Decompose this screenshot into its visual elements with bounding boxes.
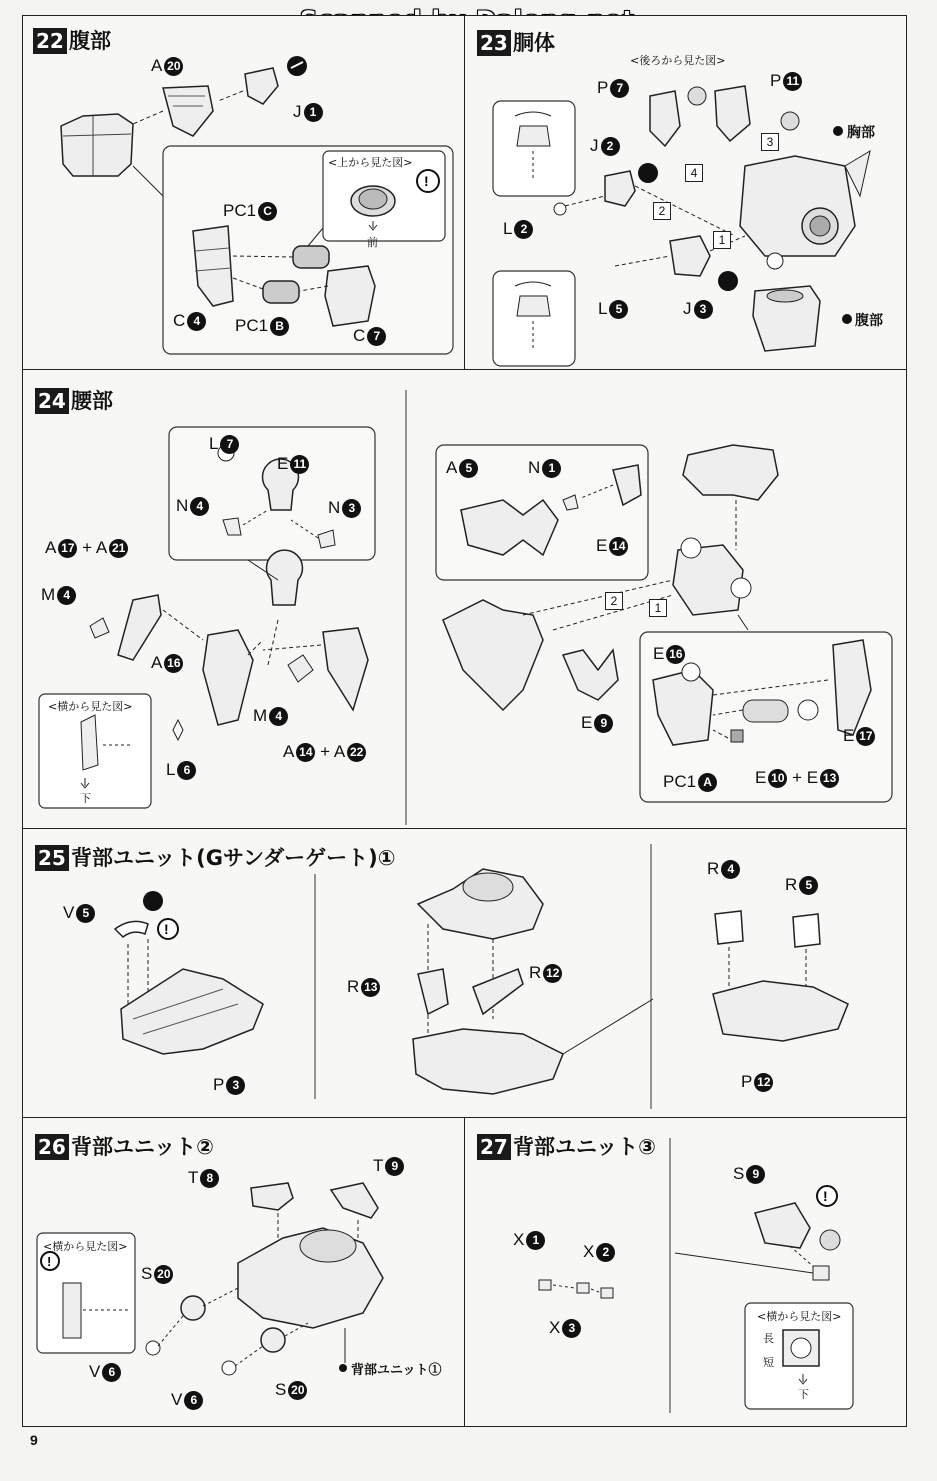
label-s9-letter: S [733,1164,745,1183]
label-pc1b-num: B [270,317,289,336]
step-27-illustration [465,1118,908,1428]
view-caption-top: <上から見た図> [328,156,413,169]
label-v6-num: 6 [102,1363,121,1382]
svg-text:!: ! [164,921,169,937]
label-p12-letter: P [741,1072,753,1091]
label-e17 [843,726,875,746]
label-m4b-letter: M [253,706,268,725]
label-j2-letter: J [590,136,599,155]
step-27-title: 背部ユニット③ [513,1135,656,1159]
label-t8 [188,1168,219,1188]
label-j1-num: 1 [304,103,323,122]
label-pc1c [223,201,277,221]
label-t9 [373,1156,404,1176]
label-e17-letter: E [843,726,855,745]
label-j3-num: 3 [694,300,713,319]
label-plus-2: + [320,742,331,761]
label-r13-letter: R [347,977,360,996]
label-v6 [89,1362,121,1382]
label-l5-num: 5 [609,300,628,319]
label-a16-letter: A [151,653,163,672]
label-t8-num: 8 [200,1169,219,1188]
step-22-panel [22,15,465,370]
step-23-panel [464,15,907,370]
label-c7-letter: C [353,326,366,345]
label-m4-b [253,706,288,726]
label-j2 [590,136,620,156]
label-pc1a-text: PC1 [663,772,697,791]
label-pc1a-num: A [698,773,717,792]
step-23-number: 23 [477,30,511,56]
label-c4 [173,311,206,331]
label-p7-letter: P [597,78,609,97]
label-v6b-letter: V [171,1390,183,1409]
label-n1-letter: N [528,458,541,477]
label-s20b-letter: S [275,1380,287,1399]
label-r5-letter: R [785,875,798,894]
label-c7 [353,326,386,346]
label-x1 [513,1230,545,1250]
label-s20 [141,1264,173,1284]
label-l7-num: 7 [220,435,239,454]
label-x3-num: 3 [562,1319,581,1338]
label-n4-num: 4 [190,497,209,516]
step-26-title: 背部ユニット② [71,1135,214,1159]
label-v6-letter: V [89,1362,101,1381]
step-25-title: 背部ユニット(Gサンダーゲート)① [71,846,396,870]
label-e9-num: 9 [594,714,613,733]
label-l7 [209,434,239,454]
label-e9-letter: E [581,713,593,732]
label-j3 [683,299,713,319]
label-l6-num: 6 [177,761,196,780]
label-l6 [166,760,196,780]
label-e10-num: 10 [768,769,787,788]
label-e17-num: 17 [856,727,875,746]
step-26-panel [22,1117,465,1427]
label-p11-num: 11 [783,72,802,91]
side-view-caption-27: <横から見た図> [757,1310,842,1323]
label-a20-letter: A [151,56,163,75]
label-a17-letter: A [45,538,57,557]
label-x2-num: 2 [596,1243,615,1262]
label-pc1c-text: PC1 [223,201,257,220]
label-n3 [328,498,361,518]
label-chest: 胸部 [847,124,875,140]
label-a21-letter: A [95,538,108,557]
label-v5-num: 5 [76,904,95,923]
label-p3-letter: P [213,1075,225,1094]
step-24-panel [22,369,907,829]
page-number: 9 [30,1432,38,1448]
label-j3-letter: J [683,299,692,318]
step-23-title: 胴体 [513,31,555,55]
label-pc1c-num: C [258,202,277,221]
label-r4 [707,859,740,879]
label-s20-num: 20 [154,1265,173,1284]
label-j1 [293,102,323,122]
seq-3: 3 [761,133,779,151]
seq-2: 2 [653,202,671,220]
svg-text:!: ! [424,173,429,189]
label-p11 [770,71,802,91]
label-plus: + [82,538,93,557]
step-25-illustration [23,829,908,1119]
label-a14-letter: A [283,742,295,761]
label-e10-letter: E [755,768,767,787]
label-pc1a [663,772,717,792]
label-a21-num: 21 [109,539,128,558]
label-p12 [741,1072,773,1092]
label-plus-3: + [792,768,803,787]
label-x2-letter: X [583,1242,595,1261]
label-p3-num: 3 [226,1076,245,1095]
label-n4 [176,496,209,516]
label-a16-num: 16 [164,654,183,673]
label-a5-letter: A [446,458,458,477]
label-c7-num: 7 [367,327,386,346]
label-m4b-num: 4 [269,707,288,726]
down-label-24: 下 [80,792,91,805]
label-e14-num: 14 [609,537,628,556]
label-r13-num: 13 [361,978,380,997]
label-n1 [528,458,561,478]
label-a14-a22 [283,742,366,762]
label-l6-letter: L [166,760,176,779]
label-s20b-num: 20 [288,1381,307,1400]
label-pc1b-text: PC1 [235,316,269,335]
label-a16 [151,653,183,673]
label-m4-num: 4 [57,586,76,605]
label-j1-letter: J [293,102,302,121]
label-t8-letter: T [188,1168,199,1187]
label-s9-num: 9 [746,1165,765,1184]
seq-24-1: 1 [649,599,667,617]
label-v6b-num: 6 [184,1391,203,1410]
label-m4-letter: M [41,585,56,604]
label-x1-letter: X [513,1230,525,1249]
label-l2-num: 2 [514,220,533,239]
seq-1: 1 [713,231,731,249]
label-a22-num: 22 [347,743,366,762]
label-e13-letter: E [806,768,819,787]
label-v5 [63,903,95,923]
down-label-27: 下 [798,1388,809,1401]
label-p7-num: 7 [610,79,629,98]
label-e9 [581,713,613,733]
label-v6-b [171,1390,203,1410]
label-abdomen: 腹部 [855,312,883,328]
step-22-title: 腹部 [69,29,111,53]
label-a17-a21 [45,538,128,558]
seq-4: 4 [685,164,703,182]
label-a20 [151,56,183,76]
svg-text:!: ! [823,1188,828,1204]
label-r13 [347,977,380,997]
long-label: 長 [763,1332,774,1345]
side-view-caption-24: <横から見た図> [48,700,133,713]
step-26-number: 26 [35,1134,69,1160]
label-x3 [549,1318,581,1338]
label-r12-num: 12 [543,964,562,983]
label-e16-num: 16 [666,645,685,664]
label-l5 [598,299,628,319]
step-27-number: 27 [477,1134,511,1160]
label-n1-num: 1 [542,459,561,478]
label-l5-letter: L [598,299,608,318]
label-e16 [653,644,685,664]
short-label: 短 [763,1356,774,1369]
label-n3-letter: N [328,498,341,517]
label-e10-e13 [755,768,839,788]
label-e13-num: 13 [820,769,839,788]
label-t9-num: 9 [385,1157,404,1176]
label-r5-num: 5 [799,876,818,895]
step-24-title: 腰部 [71,389,113,413]
label-a17-num: 17 [58,539,77,558]
label-s9 [733,1164,765,1184]
front-label: 前 [367,236,378,249]
label-e14 [596,536,628,556]
label-s20-b [275,1380,307,1400]
label-p11-letter: P [770,71,782,90]
label-c4-num: 4 [187,312,206,331]
label-v5-letter: V [63,903,75,922]
view-caption-back: <後ろから見た図> [630,54,726,67]
step-27-panel [464,1117,907,1427]
label-r4-letter: R [707,859,720,878]
label-n4-letter: N [176,496,189,515]
label-a20-num: 20 [164,57,183,76]
label-r5 [785,875,818,895]
label-l2-letter: L [503,219,513,238]
label-a22-letter: A [333,742,346,761]
label-r12-letter: R [529,963,542,982]
label-r4-num: 4 [721,860,740,879]
label-j2-num: 2 [601,137,620,156]
step-25-number: 25 [35,845,69,871]
label-x3-letter: X [549,1318,561,1337]
step-22-number: 22 [33,28,67,54]
step-25-panel [22,828,907,1118]
label-t9-letter: T [373,1156,384,1175]
label-e14-letter: E [596,536,608,555]
label-p12-num: 12 [754,1073,773,1092]
label-x2 [583,1242,615,1262]
label-r12 [529,963,562,983]
label-c4-letter: C [173,311,186,330]
step-24-number: 24 [35,388,69,414]
label-l2 [503,219,533,239]
label-s20-letter: S [141,1264,153,1283]
label-a14-num: 14 [296,743,315,762]
label-e11-num: 11 [290,455,309,474]
label-a5 [446,458,478,478]
side-view-caption-26: <横から見た図> [43,1240,128,1253]
label-p3 [213,1075,245,1095]
step-24-illustration [23,370,908,830]
label-n3-num: 3 [342,499,361,518]
label-e11 [277,454,309,474]
label-x1-num: 1 [526,1231,545,1250]
label-p7 [597,78,629,98]
label-a5-num: 5 [459,459,478,478]
label-e11-letter: E [277,454,289,473]
seq-24-2: 2 [605,592,623,610]
label-m4 [41,585,76,605]
label-e16-letter: E [653,644,665,663]
svg-text:!: ! [47,1254,52,1269]
label-l7-letter: L [209,434,219,453]
label-pc1b [235,316,289,336]
label-back-unit-1: 背部ユニット① [351,1362,442,1377]
